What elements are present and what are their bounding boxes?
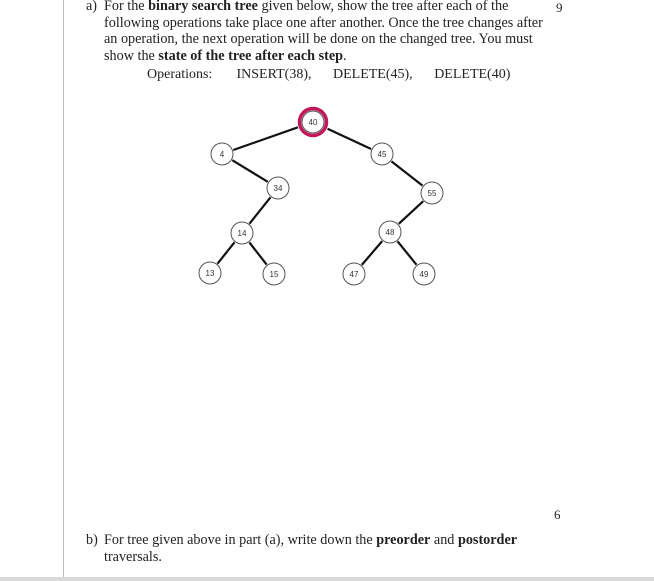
question-a-bold-state: state of the tree after each step	[158, 47, 344, 64]
question-a-letter: a)	[86, 0, 98, 14]
tree-node-40	[300, 109, 327, 136]
tree-node-label: 47	[349, 270, 359, 279]
tree-node-label: 15	[269, 270, 279, 279]
marks-question-a: 9	[556, 0, 563, 15]
question-b-text	[104, 532, 546, 566]
tree-node-label: 55	[427, 189, 437, 198]
tree-edge-40-4	[233, 127, 298, 150]
tree-node-14	[231, 222, 253, 244]
tree-node-55	[421, 182, 443, 204]
tree-node-15	[263, 263, 285, 285]
question-b-letter: b)	[86, 532, 98, 548]
marks-question-b: 6	[554, 507, 561, 522]
tree-node-label: 4	[219, 150, 225, 159]
tree-edge-55-48	[399, 201, 423, 224]
question-b-bold-preorder: preorder	[376, 532, 431, 548]
tree-node-label: 34	[273, 184, 283, 193]
tree-edge-48-47	[362, 241, 382, 265]
tree-edge-14-15	[249, 242, 266, 264]
question-b-suffix: traversals.	[104, 549, 162, 565]
tree-node-label: 14	[237, 229, 247, 238]
tree-node-48	[379, 221, 401, 243]
question-a-bold-bst: binary search tree	[148, 0, 258, 14]
tree-edge-48-49	[398, 241, 417, 264]
tree-edges	[217, 127, 423, 265]
tree-edge-40-45	[328, 129, 372, 149]
question-b-mid: and	[430, 532, 458, 548]
tree-node-label: 40	[308, 118, 318, 127]
tree-edge-4-34	[232, 160, 267, 182]
question-b-bold-postorder: postorder	[457, 532, 518, 548]
tree-node-label: 49	[419, 270, 429, 279]
tree-node-13	[199, 262, 221, 284]
question-a-body: given below, show the tree after each of the following operations take place one after another. Once the tree changes after an operation, the next operation will be done on the changed tree. You must show the	[104, 0, 543, 64]
question-b-prefix: For tree given above in part (a), write down the	[104, 532, 377, 548]
operation-insert-38: INSERT(38),	[236, 67, 312, 82]
question-a-prefix: For the	[104, 0, 149, 14]
operation-delete-45: DELETE(45),	[332, 67, 413, 82]
tree-node-label: 13	[205, 269, 215, 278]
tree-node-45	[371, 143, 393, 165]
tree-node-label: 45	[377, 150, 387, 159]
operation-delete-40: DELETE(40)	[434, 67, 511, 82]
question-a-end: .	[343, 47, 347, 64]
tree-node-49	[413, 263, 435, 285]
tree-nodes	[199, 109, 443, 286]
operations-label: Operations:	[147, 67, 213, 82]
tree-edge-34-14	[249, 197, 270, 223]
tree-node-47	[343, 263, 365, 285]
tree-node-label: 48	[385, 228, 395, 237]
tree-edge-14-13	[217, 242, 234, 263]
tree-node-34	[267, 177, 289, 199]
tree-node-4	[211, 143, 233, 165]
tree-edge-45-55	[391, 161, 422, 185]
question-b	[86, 532, 546, 566]
